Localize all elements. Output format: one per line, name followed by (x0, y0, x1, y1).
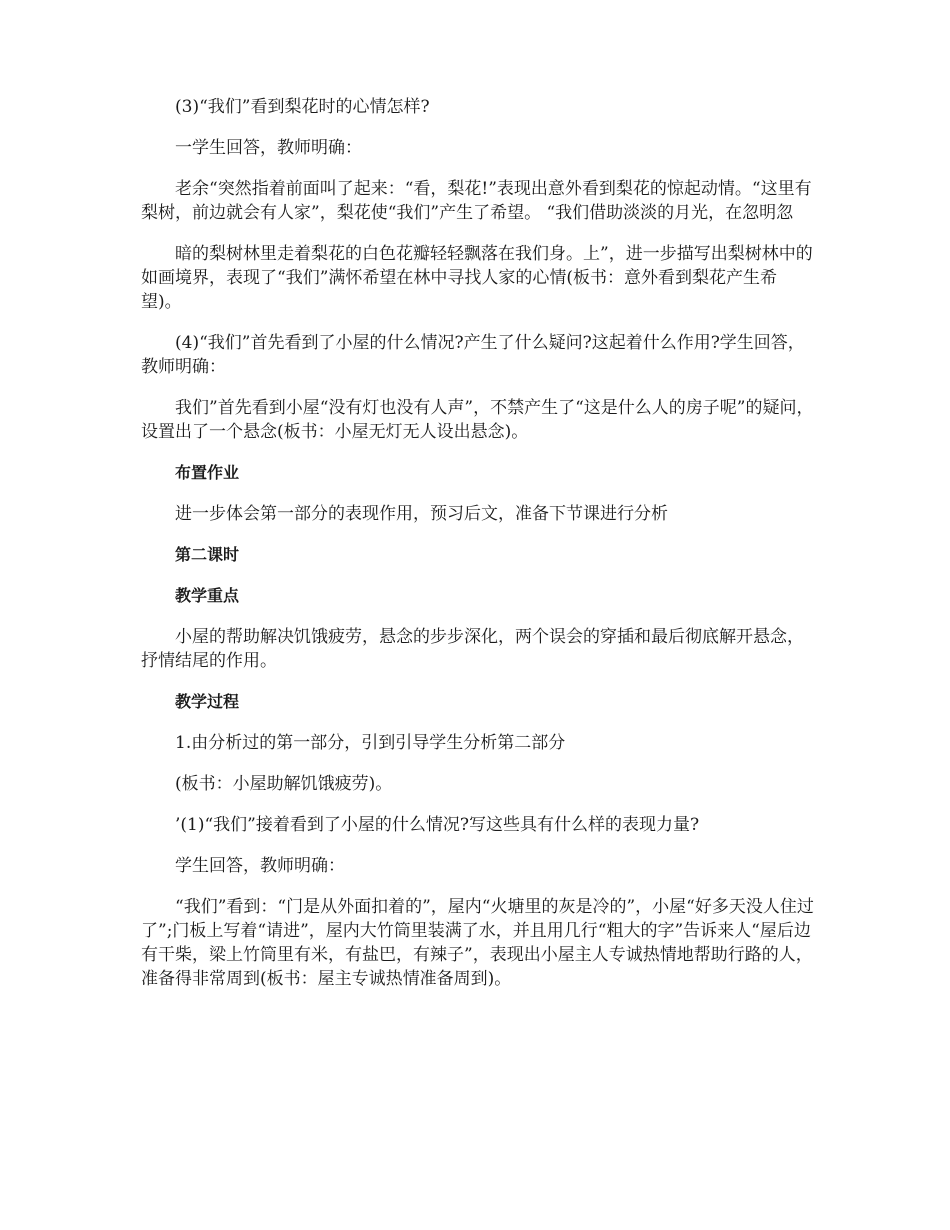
question-3-paragraph: (3)“我们”看到梨花时的心情怎样? (175, 97, 430, 117)
teaching-process-heading: 教学过程 (175, 692, 240, 711)
suspense-paragraph: 我们”首先看到小屋“没有灯也没有人声”，不禁产生了“这是什么人的房子呢”的疑问，设置出了一个悬念(板书：小屋无灯无人设出悬念)。 (141, 398, 814, 442)
pear-grove-paragraph: 暗的梨树林里走着梨花的白色花瓣轻轻飘落在我们身。上”，进一步描写出梨树林中的如画境界，表现了“我们”满怀希望在林中寻找人家的心情(板书：意外看到梨花产生希望)。 (141, 244, 813, 312)
question-1-paragraph: ’(1)“我们”接着看到了小屋的什么情况?写这些具有什么样的表现力量? (175, 815, 700, 835)
teaching-focus-paragraph: 小屋的帮助解决饥饿疲劳，悬念的步步深化，两个误会的穿插和最后彻底解开悬念，抒情结尾的作用。 (141, 627, 804, 671)
hut-description-paragraph: “我们”看到：“门是从外面扣着的”，屋内“火塘里的灰是冷的”，小屋“好多天没人住过了”;门板上写着“请进”，屋内大竹筒里装满了水，并且用几行“粗大的字”告诉来人“屋后边有干柴，梁上竹筒里有米，有盐巴，有辣子”，表现出小屋主人专诚热情地帮助行路的人，准备得非常周到(板书：屋主专诚热情准备周到)。 (141, 897, 814, 989)
homework-heading: 布置作业 (175, 463, 240, 482)
student-answer-paragraph-2: 学生回答，教师明确： (175, 856, 345, 876)
second-lesson-heading: 第二课时 (175, 545, 240, 564)
teaching-focus-heading: 教学重点 (175, 586, 240, 605)
step-1-paragraph: 1.由分析过的第一部分，引到引导学生分析第二部分 (175, 733, 566, 753)
homework-paragraph: 进一步体会第一部分的表现作用，预习后文，准备下节课进行分析 (175, 504, 668, 524)
board-note-paragraph: (板书：小屋助解饥饿疲劳)。 (175, 774, 393, 794)
question-4-paragraph: (4)“我们”首先看到了小屋的什么情况?产生了什么疑问?这起着什么作用?学生回答，教师明确： (141, 333, 805, 377)
pear-blossom-paragraph: 老余“突然指着前面叫了起来：“看，梨花!”表现出意外看到梨花的惊起动情。“这里有梨树，前边就会有人家”，梨花使“我们”产生了希望。 “我们借助淡淡的月光，在忽明忽 (141, 179, 812, 223)
document-body (141, 95, 816, 1008)
student-answer-paragraph: 一学生回答，教师明确： (175, 138, 362, 158)
